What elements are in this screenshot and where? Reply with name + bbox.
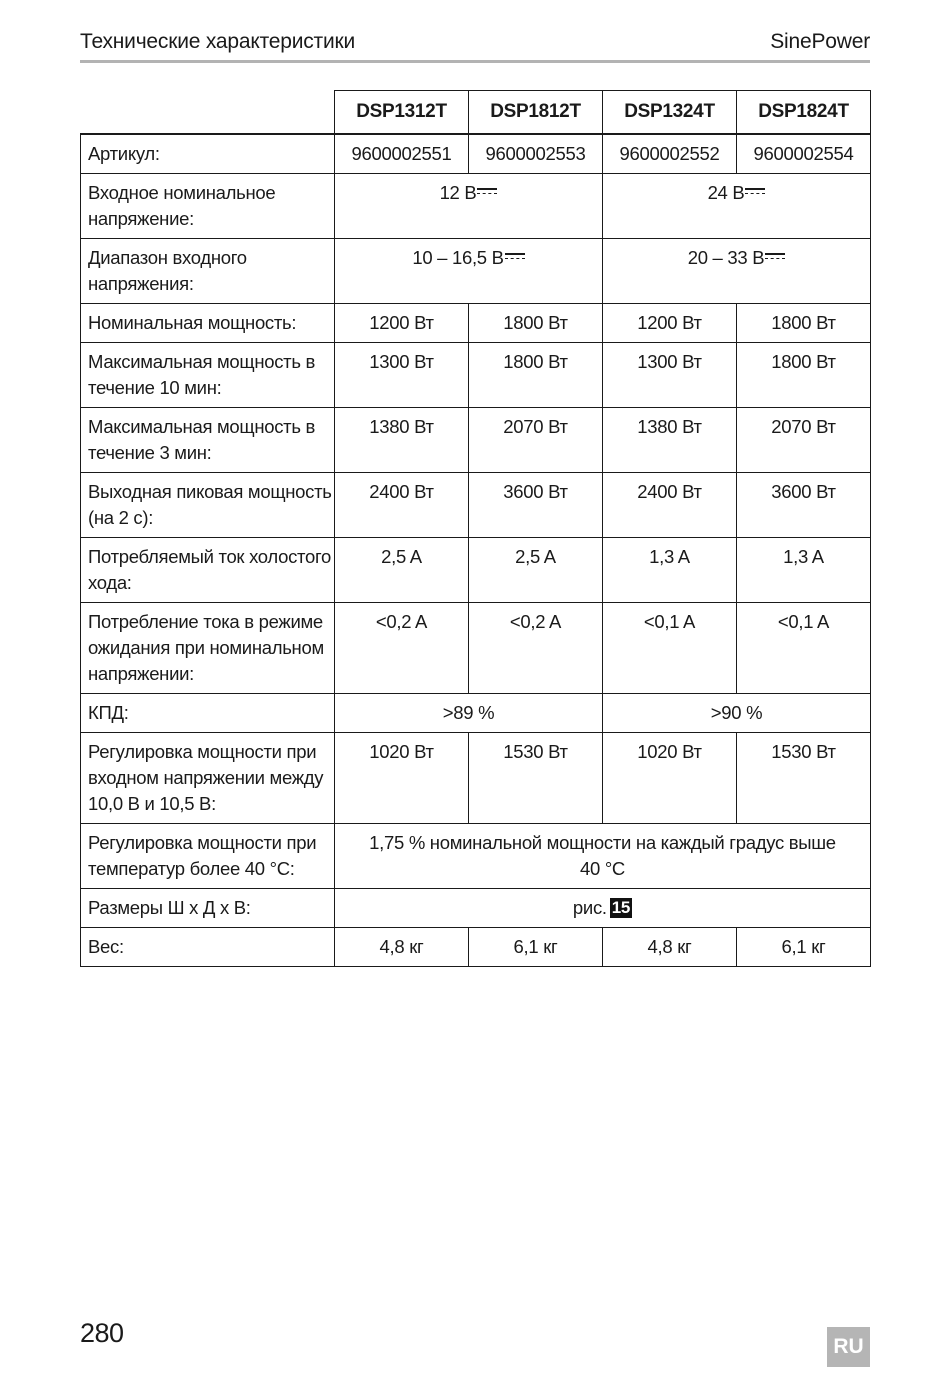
table-row: [81, 408, 871, 473]
language-badge: RU: [827, 1327, 870, 1367]
table-cell-merged: [335, 239, 603, 304]
table-row: [81, 889, 871, 928]
header-blank-cell: [81, 91, 335, 135]
row-label: Регулировка мощности при температур более 40 °C:: [81, 824, 335, 889]
table-cell: 3600 Вт: [737, 473, 871, 538]
table-cell: 1020 Вт: [603, 733, 737, 824]
cell-value: рис.: [572, 897, 607, 918]
figure-reference[interactable]: 15: [611, 898, 631, 917]
table-cell: 3600 Вт: [469, 473, 603, 538]
row-label: Входное номинальное напряжение:: [81, 174, 335, 239]
column-header: DSP1324T: [603, 91, 737, 135]
table-cell: 2070 Вт: [737, 408, 871, 473]
table-cell: 1800 Вт: [469, 304, 603, 343]
table-cell-merged: [335, 889, 871, 928]
column-header: DSP1312T: [335, 91, 469, 135]
table-row: [81, 473, 871, 538]
table-row: [81, 538, 871, 603]
table-cell: 1800 Вт: [737, 304, 871, 343]
direct-current-icon: [477, 186, 497, 198]
table-cell: <0,2 A: [469, 603, 603, 694]
row-label: КПД:: [81, 694, 335, 733]
column-header: DSP1812T: [469, 91, 603, 135]
table-row: [81, 928, 871, 967]
table-cell: 1200 Вт: [335, 304, 469, 343]
table-cell-merged: [603, 239, 871, 304]
table-cell: 1380 Вт: [335, 408, 469, 473]
row-label: Вес:: [81, 928, 335, 967]
table-row: [81, 824, 871, 889]
table-cell: 6,1 кг: [469, 928, 603, 967]
row-label: Регулировка мощности при входном напряжении между 10,0 В и 10,5 В:: [81, 733, 335, 824]
table-cell: 1200 Вт: [603, 304, 737, 343]
page-number: 280: [80, 1318, 124, 1348]
table-cell-merged: 1,75 % номинальной мощности на каждый градус выше 40 °C: [335, 824, 871, 889]
table-cell: 1530 Вт: [469, 733, 603, 824]
section-title: Технические характеристики: [80, 30, 356, 53]
table-row: [81, 134, 871, 174]
table-cell: 1300 Вт: [335, 343, 469, 408]
table-cell: 2,5 A: [335, 538, 469, 603]
row-label: Размеры Ш x Д x В:: [81, 889, 335, 928]
table-cell: 2,5 A: [469, 538, 603, 603]
table-cell: 1530 Вт: [737, 733, 871, 824]
table-cell: 9600002554: [737, 134, 871, 174]
row-label: Артикул:: [81, 134, 335, 174]
table-cell-merged: [603, 174, 871, 239]
table-cell: 4,8 кг: [603, 928, 737, 967]
row-label: Номинальная мощность:: [81, 304, 335, 343]
product-name: SinePower: [770, 30, 870, 53]
cell-value: 20 – 33 В: [687, 247, 765, 268]
table-cell: 2400 Вт: [335, 473, 469, 538]
column-header: DSP1824T: [737, 91, 871, 135]
table-cell: <0,1 A: [737, 603, 871, 694]
table-cell: 1,3 A: [603, 538, 737, 603]
table-cell: 2400 Вт: [603, 473, 737, 538]
row-label: Потребляемый ток холостого хода:: [81, 538, 335, 603]
table-cell: 1800 Вт: [737, 343, 871, 408]
table-header-row: [81, 91, 871, 135]
header-divider: [80, 60, 870, 63]
row-label: Максимальная мощность в течение 3 мин:: [81, 408, 335, 473]
table-cell: 1300 Вт: [603, 343, 737, 408]
row-label: Максимальная мощность в течение 10 мин:: [81, 343, 335, 408]
table-row: [81, 174, 871, 239]
row-label: Выходная пиковая мощность (на 2 с):: [81, 473, 335, 538]
table-row: [81, 343, 871, 408]
table-cell: 1380 Вт: [603, 408, 737, 473]
row-label: Диапазон входного напряжения:: [81, 239, 335, 304]
row-label: Потребление тока в режиме ожидания при номинальном напряжении:: [81, 603, 335, 694]
table-cell: 1800 Вт: [469, 343, 603, 408]
table-cell: 4,8 кг: [335, 928, 469, 967]
cell-value: 10 – 16,5 В: [412, 247, 504, 268]
table-cell: 6,1 кг: [737, 928, 871, 967]
cell-value: 24 В: [707, 182, 745, 203]
table-cell: 9600002553: [469, 134, 603, 174]
table-cell: <0,2 A: [335, 603, 469, 694]
table-cell-merged: [335, 174, 603, 239]
table-row: [81, 603, 871, 694]
table-cell: 2070 Вт: [469, 408, 603, 473]
table-row: [81, 304, 871, 343]
cell-value: 12 В: [439, 182, 477, 203]
direct-current-icon: [745, 186, 765, 198]
table-cell-merged: >90 %: [603, 694, 871, 733]
table-cell: 1,3 A: [737, 538, 871, 603]
direct-current-icon: [505, 251, 525, 263]
table-cell: 1020 Вт: [335, 733, 469, 824]
table-cell: 9600002552: [603, 134, 737, 174]
table-row: [81, 733, 871, 824]
table-cell-merged: >89 %: [335, 694, 603, 733]
table-row: [81, 239, 871, 304]
table-row: [81, 694, 871, 733]
spec-table: [80, 90, 871, 967]
table-cell: <0,1 A: [603, 603, 737, 694]
direct-current-icon: [765, 251, 785, 263]
table-cell: 9600002551: [335, 134, 469, 174]
